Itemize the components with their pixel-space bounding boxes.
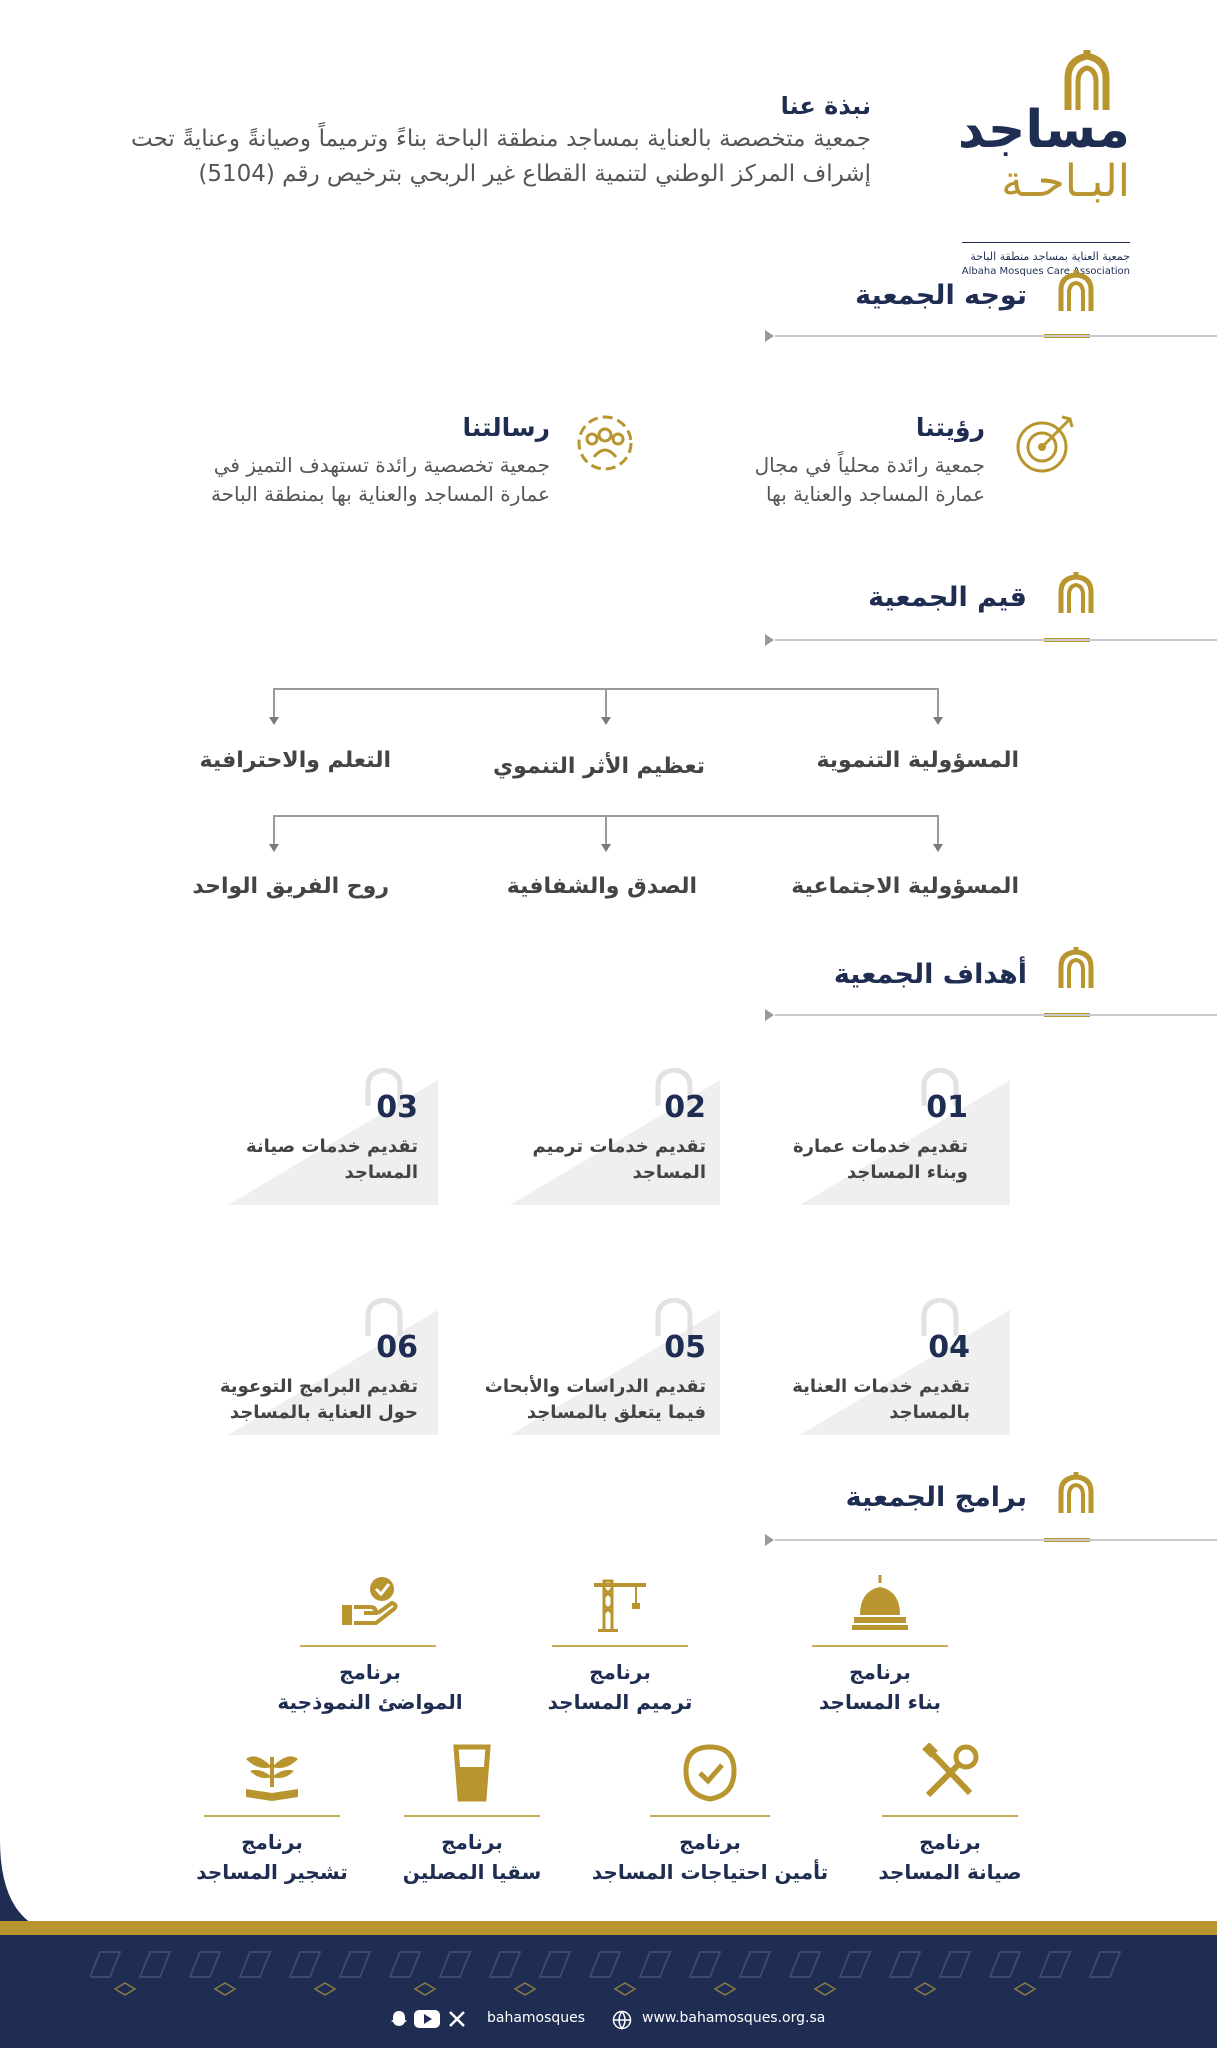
goal-text-line: تقديم البرامج التوعوية	[219, 1376, 418, 1397]
goal-number: 03	[376, 1090, 418, 1125]
logo-sub-text: البـاحـة	[1001, 156, 1130, 207]
badge-check-icon	[680, 1743, 740, 1803]
value-item: تعظيم الأثر التنموي	[493, 754, 705, 779]
value-item: الصدق والشفافية	[506, 874, 697, 899]
value-item: التعلم والاحترافية	[199, 748, 391, 773]
goal-card	[792, 1310, 1010, 1435]
goal-card	[510, 1080, 720, 1205]
value-item: المسؤولية التنموية	[816, 748, 1019, 773]
mosque-arch-icon	[1055, 268, 1097, 312]
section-header-orientation	[765, 268, 1217, 343]
vision-title: رؤيتنا	[915, 413, 985, 442]
snapchat-icon[interactable]	[390, 2010, 408, 2028]
program-item	[590, 1735, 830, 1895]
goal-number: 05	[664, 1330, 706, 1365]
programs-title: برامج الجمعية	[845, 1482, 1027, 1513]
goal-number: 06	[376, 1330, 418, 1365]
program-label: برنامج	[241, 1830, 303, 1854]
section-header-values	[765, 570, 1217, 645]
values-title: قيم الجمعية	[868, 582, 1027, 613]
goal-card	[219, 1310, 438, 1435]
goal-text-line: تقديم خدمات عمارة	[793, 1136, 968, 1157]
goal-text-line: المساجد	[344, 1162, 418, 1183]
value-item: المسؤولية الاجتماعية	[791, 874, 1019, 899]
goal-text-line: فيما يتعلق بالمساجد	[526, 1402, 706, 1423]
goal-number: 04	[928, 1330, 970, 1365]
logo-main-text: مساجد	[957, 100, 1130, 160]
goal-text-line: تقديم خدمات العناية	[792, 1376, 970, 1397]
program-label: صيانة المساجد	[878, 1860, 1022, 1884]
mosque-arch-icon	[1055, 1470, 1097, 1514]
mission-line-1: جمعية تخصصية رائدة تستهدف التميز في	[213, 453, 550, 477]
program-label: برنامج	[589, 1660, 651, 1684]
program-label: تأمين احتياجات المساجد	[591, 1860, 829, 1884]
globe-icon	[612, 2010, 632, 2030]
mosque-arch-icon	[1055, 570, 1097, 614]
goal-text-line: تقديم الدراسات والأبحاث	[484, 1376, 706, 1397]
about-body: جمعية متخصصة بالعناية بمساجد منطقة الباحة بناءً وترميماً وصيانةً وعنايةً تحت إشراف المركز الوطني لتنمية القطاع غير الربحي بترخيص رقم (5104)	[131, 126, 871, 187]
goals-title: أهداف الجمعية	[833, 959, 1027, 990]
program-label: بناء المساجد	[819, 1690, 941, 1714]
plant-book-icon	[242, 1743, 302, 1803]
mosque-arch-icon	[1055, 945, 1097, 989]
crane-icon	[590, 1573, 650, 1633]
goal-text-line: حول العناية بالمساجد	[229, 1402, 418, 1423]
mosque-dome-icon	[850, 1573, 910, 1633]
program-label: برنامج	[441, 1830, 503, 1854]
vision-block	[720, 405, 1080, 515]
vision-line-1: جمعية رائدة محلياً في مجال	[754, 453, 985, 477]
mission-line-2: عمارة المساجد والعناية بها بمنطقة الباحة	[210, 482, 550, 506]
program-item	[800, 1565, 960, 1725]
goal-text-line: تقديم خدمات صيانة	[245, 1136, 418, 1157]
goal-card	[228, 1080, 438, 1205]
program-item	[870, 1735, 1030, 1895]
team-gear-icon	[570, 409, 640, 477]
association-logo	[930, 48, 1130, 277]
social-icons	[390, 2008, 490, 2030]
website-link[interactable]: www.bahamosques.org.sa	[642, 2010, 826, 2026]
goal-number: 01	[926, 1090, 968, 1125]
footer-pattern	[90, 1947, 1130, 1997]
goal-card	[793, 1080, 1010, 1205]
program-item	[192, 1735, 352, 1895]
logo-tagline-en: Albaha Mosques Care Association	[961, 266, 1130, 277]
goal-text-line: المساجد	[632, 1162, 706, 1183]
hand-check-icon	[340, 1573, 400, 1633]
mission-block	[150, 405, 640, 515]
goal-text-line: تقديم خدمات ترميم	[532, 1136, 706, 1157]
vision-line-2: عمارة المساجد والعناية بها	[765, 482, 985, 506]
orientation-title: توجه الجمعية	[855, 280, 1027, 311]
about-title: نبذة عنا	[780, 92, 871, 120]
program-label: المواضئ النموذجية	[277, 1690, 463, 1714]
program-label: تشجير المساجد	[196, 1860, 348, 1884]
program-item	[260, 1565, 480, 1725]
water-cup-icon	[442, 1743, 502, 1803]
footer-gold-band	[0, 1921, 1217, 1935]
program-item	[540, 1565, 700, 1725]
value-item: روح الفريق الواحد	[192, 874, 389, 899]
program-label: سقيا المصلين	[402, 1860, 542, 1884]
program-item	[392, 1735, 552, 1895]
goal-card	[484, 1310, 720, 1435]
program-label: برنامج	[679, 1830, 741, 1854]
logo-tagline-ar: جمعية العناية بمساجد منطقة الباحة	[970, 250, 1130, 263]
program-label: برنامج	[919, 1830, 981, 1854]
mission-title: رسالتنا	[462, 413, 550, 442]
x-twitter-icon[interactable]	[448, 2010, 466, 2028]
section-header-goals	[765, 945, 1217, 1020]
program-label: برنامج	[339, 1660, 401, 1684]
youtube-icon[interactable]	[414, 2010, 440, 2028]
program-label: برنامج	[849, 1660, 911, 1684]
target-arrow-icon	[1012, 409, 1080, 477]
program-label: ترميم المساجد	[547, 1690, 693, 1714]
section-header-programs	[765, 1470, 1217, 1545]
goal-number: 02	[664, 1090, 706, 1125]
tools-icon	[920, 1743, 980, 1803]
goal-text-line: بالمساجد	[889, 1402, 970, 1423]
goal-text-line: وبناء المساجد	[847, 1162, 968, 1183]
footer	[0, 1935, 1217, 2048]
social-handle[interactable]: bahamosques	[487, 2010, 586, 2026]
